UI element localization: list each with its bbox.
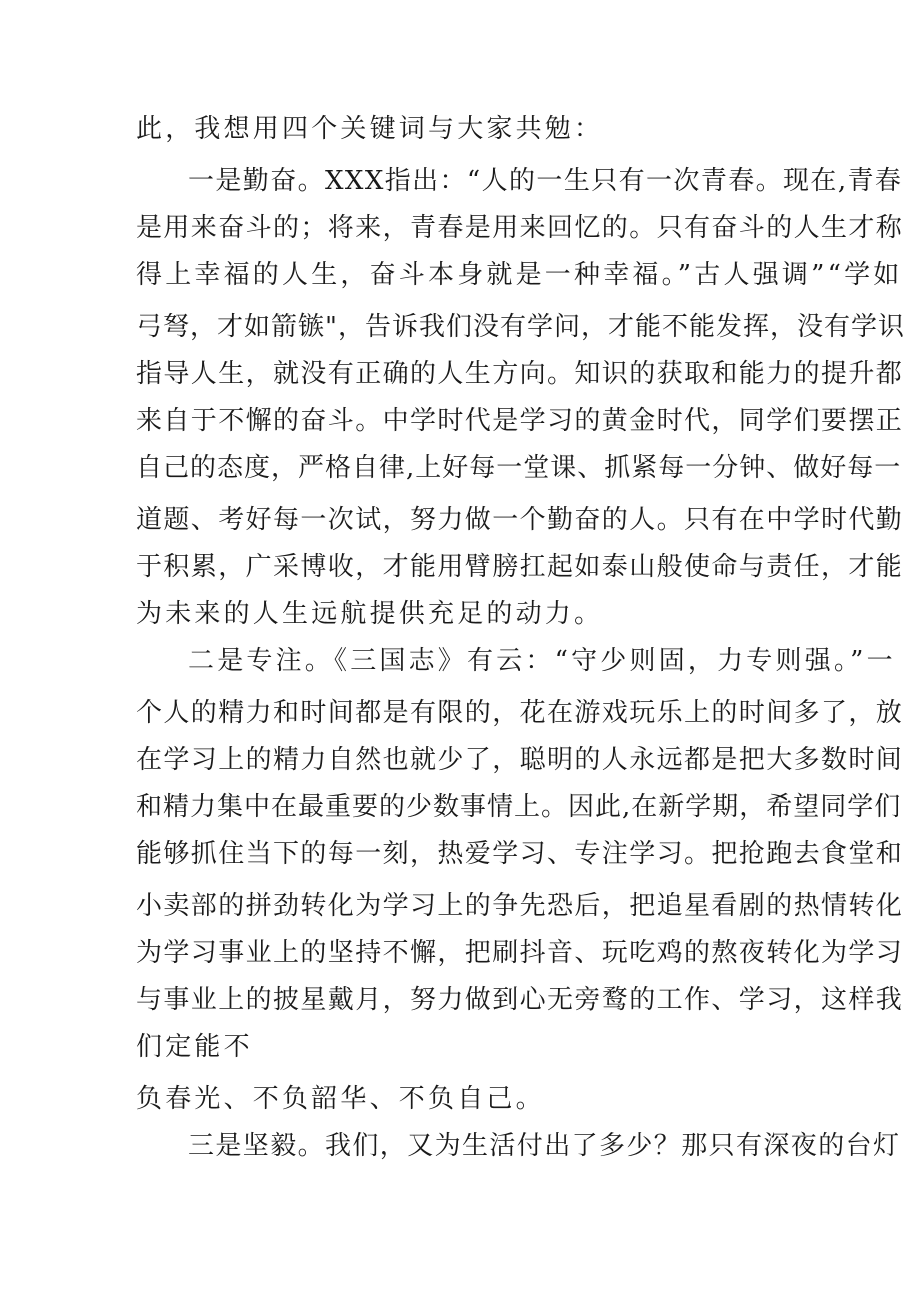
text-line: 得上幸福的人生，奋斗本身就是一种幸福。”古人强调”“学如 (136, 260, 903, 290)
text-line: 道题、考好每一次试，努力做一个勤奋的人。只有在中学时代勤 (136, 505, 904, 535)
text-line: 为学习事业上的坚持不懈，把刷抖音、玩吃鸡的熬夜转化为学习 (136, 938, 904, 968)
text-line: 们定能不 (136, 1032, 253, 1062)
text-line: 负春光、不负韶华、不负自己。 (136, 1084, 545, 1114)
text-line: 在学习上的精力自然也就少了，聪明的人永远都是把大多数时间 (136, 745, 904, 775)
text-line: 来自于不懈的奋斗。中学时代是学习的黄金时代，同学们要摆正 (136, 406, 904, 436)
text-line: 小卖部的拼劲转化为学习上的争先恐后，把追星看剧的热情转化 (136, 891, 904, 921)
text-line: 和精力集中在最重要的少数事情上。因此,在新学期，希望同学们 (136, 792, 902, 822)
text-line: 与事业上的披星戴月，努力做到心无旁鹜的工作、学习，这样我 (136, 985, 904, 1015)
text-line: 为未来的人生远航提供充足的动力。 (136, 599, 604, 629)
text-line: 弓弩，才如箭镞"，告诉我们没有学问，才能不能发挥，没有学识 (136, 312, 905, 342)
text-line: 是用来奋斗的；将来，青春是用来回忆的。只有奋斗的人生才称 (136, 213, 904, 243)
text-line: 指导人生，就没有正确的人生方向。知识的获取和能力的提升都 (136, 359, 904, 389)
text-line: 此，我想用四个关键词与大家共勉： (136, 114, 604, 144)
text-line: 能够抓住当下的每一刻，热爱学习、专注学习。把抢跑去食堂和 (136, 839, 904, 869)
paragraph-first-line: 一是勤奋。XXX指出：“人的一生只有一次青春。现在,青春 (188, 166, 903, 196)
text-line: 个人的精力和时间都是有限的，花在游戏玩乐上的时间多了，放 (136, 698, 904, 728)
paragraph-first-line: 三是坚毅。我们，又为生活付出了多少？那只有深夜的台灯 (188, 1131, 901, 1161)
text-line: 自己的态度，严格自律,上好每一堂课、抓紧每一分钟、做好每一 (136, 453, 902, 483)
text-line: 于积累，广采博收，才能用臂膀扛起如泰山般使命与责任，才能 (136, 552, 904, 582)
paragraph-first-line: 二是专注。《三国志》有云：“守少则固，力专则强。”一 (188, 646, 896, 676)
